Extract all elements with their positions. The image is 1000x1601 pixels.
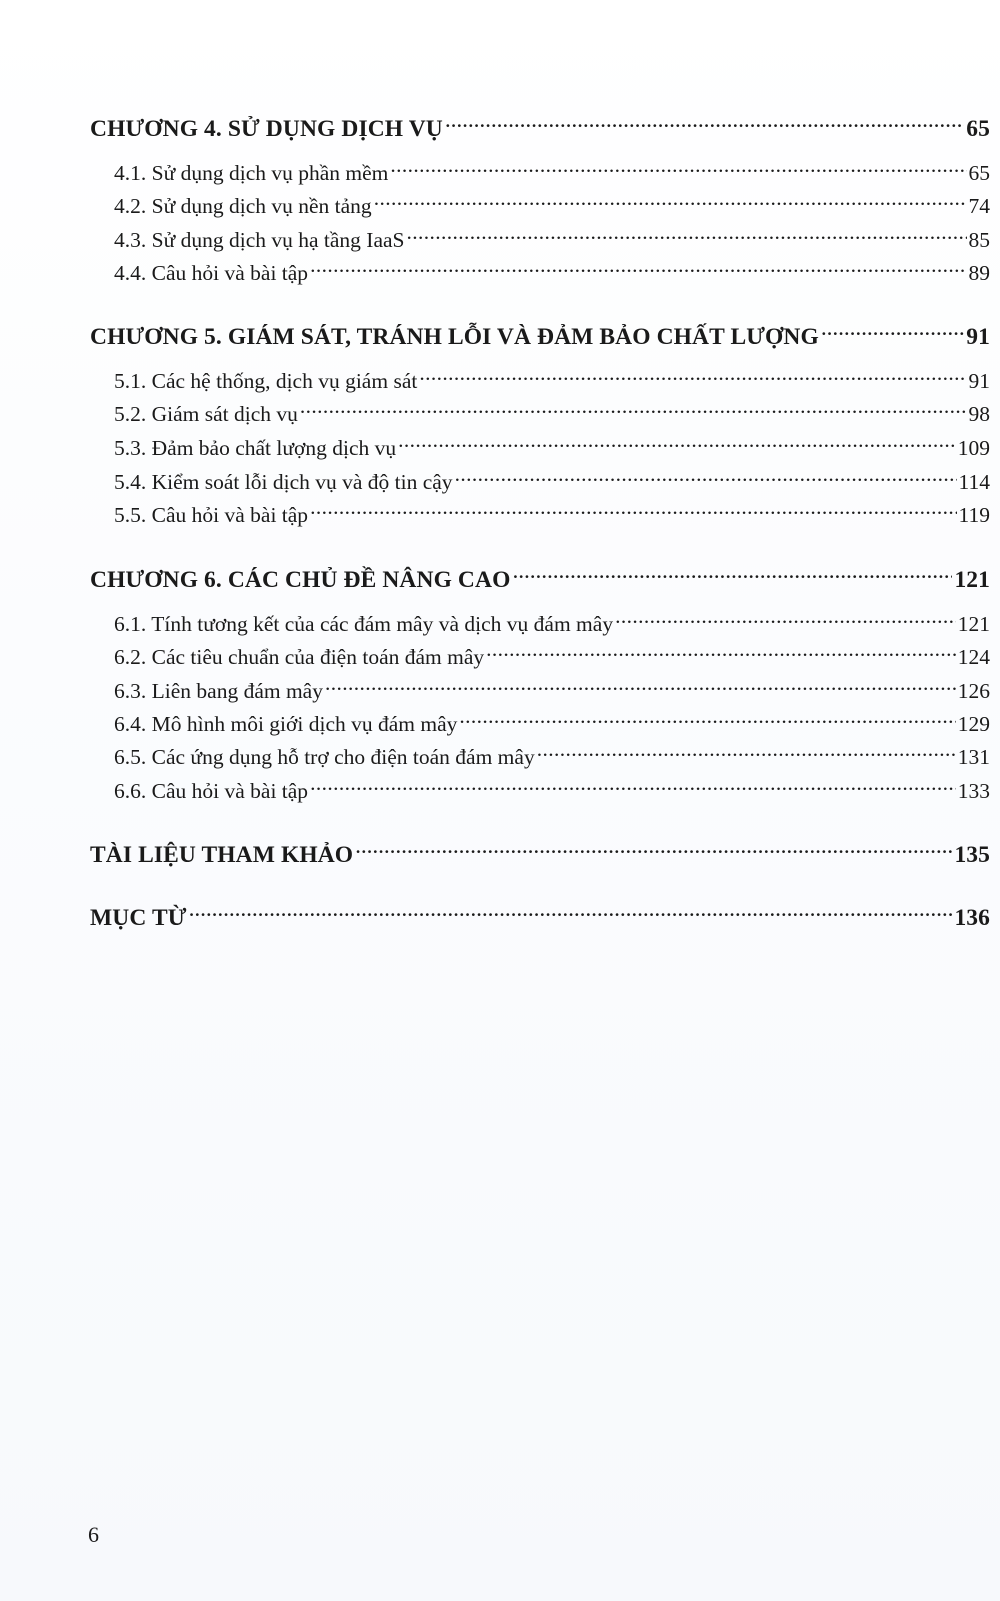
toc-entry-title: 4.4. Câu hỏi và bài tập	[114, 260, 309, 285]
dot-leader	[486, 642, 956, 664]
toc-section-6-1	[90, 609, 990, 637]
toc-entry-page: 129	[957, 711, 990, 736]
toc-section-5-4	[90, 467, 990, 495]
toc-entry-title: 5.5. Câu hỏi và bài tập	[114, 502, 309, 527]
toc-entry-page: 65	[968, 160, 990, 185]
toc-entry-page: 65	[966, 115, 990, 142]
dot-leader	[310, 258, 966, 280]
dot-leader	[310, 500, 956, 522]
toc-section-4-2	[90, 191, 990, 219]
toc-entry-title: 5.1. Các hệ thống, dịch vụ giám sát	[114, 368, 418, 393]
toc-entry-page: 91	[966, 323, 990, 350]
toc-section-6-2	[90, 642, 990, 670]
dot-leader	[419, 366, 966, 388]
dot-leader	[325, 676, 956, 698]
toc-entry-title: 4.2. Sử dụng dịch vụ nền tảng	[114, 193, 372, 218]
dot-leader	[374, 191, 967, 213]
toc-chapter-6	[90, 563, 990, 594]
dot-leader	[300, 399, 967, 421]
dot-leader	[455, 467, 957, 489]
toc-entry-title: 4.3. Sử dụng dịch vụ hạ tầng IaaS	[114, 227, 405, 252]
dot-leader	[310, 776, 956, 798]
dot-leader	[615, 609, 956, 631]
toc-entry-title: CHƯƠNG 6. CÁC CHỦ ĐỀ NÂNG CAO	[90, 566, 511, 593]
toc-entry-page: 119	[958, 502, 990, 527]
toc-chapter-5	[90, 320, 990, 351]
toc-entry-title: MỤC TỪ	[90, 904, 187, 931]
dot-leader	[459, 709, 955, 731]
dot-leader	[355, 838, 952, 862]
toc-section-6-6	[90, 776, 990, 804]
toc-entry-title: 6.2. Các tiêu chuẩn của điện toán đám mây	[114, 644, 485, 669]
toc-index	[90, 901, 990, 932]
toc-section-6-3	[90, 676, 990, 704]
toc-section-5-2	[90, 399, 990, 427]
toc-entry-page: 98	[968, 401, 990, 426]
toc-section-6-4	[90, 709, 990, 737]
toc-entry-page: 121	[957, 611, 990, 636]
dot-leader	[407, 225, 967, 247]
toc-entry-page: 85	[968, 227, 990, 252]
toc-entry-title: 5.2. Giám sát dịch vụ	[114, 401, 298, 426]
toc-entry-page: 131	[957, 744, 990, 769]
toc-entry-title: 4.1. Sử dụng dịch vụ phần mềm	[114, 160, 389, 185]
toc-entry-page: 135	[954, 841, 990, 868]
toc-entry-title: 6.5. Các ứng dụng hỗ trợ cho điện toán đám mây	[114, 744, 535, 769]
toc-section-4-4	[90, 258, 990, 286]
toc-entry-title: 6.4. Mô hình môi giới dịch vụ đám mây	[114, 711, 458, 736]
toc-entry-title: 5.4. Kiểm soát lỗi dịch vụ và độ tin cậy	[114, 469, 453, 494]
toc-chapter-4	[90, 112, 990, 143]
dot-leader	[821, 320, 964, 344]
toc-entry-page: 89	[968, 260, 990, 285]
toc-section-6-5	[90, 742, 990, 770]
toc-entry-page: 109	[957, 435, 990, 460]
page-number: 6	[88, 1522, 99, 1547]
dot-leader	[445, 112, 964, 136]
toc-entry-page: 74	[968, 193, 990, 218]
toc-entry-page: 121	[954, 566, 990, 593]
toc-section-4-3	[90, 225, 990, 253]
toc-entry-page: 126	[957, 678, 990, 703]
toc-entry-title: CHƯƠNG 5. GIÁM SÁT, TRÁNH LỖI VÀ ĐẢM BẢO CHẤT LƯỢNG	[90, 323, 819, 350]
toc-references	[90, 838, 990, 869]
toc-entry-page: 114	[958, 469, 990, 494]
toc-section-5-5	[90, 500, 990, 528]
toc-section-4-1	[90, 158, 990, 186]
toc-entry-title: 6.3. Liên bang đám mây	[114, 678, 323, 703]
toc-entry-title: TÀI LIỆU THAM KHẢO	[90, 841, 354, 868]
toc-entry-title: 6.6. Câu hỏi và bài tập	[114, 778, 309, 803]
toc-entry-page: 133	[957, 778, 990, 803]
toc-entry-page: 124	[957, 644, 990, 669]
dot-leader	[512, 563, 952, 587]
toc-entry-page: 91	[968, 368, 990, 393]
toc-entry-page: 136	[954, 904, 990, 931]
dot-leader	[390, 158, 966, 180]
dot-leader	[537, 742, 956, 764]
toc-section-5-1	[90, 366, 990, 394]
dot-leader	[398, 433, 956, 455]
toc-entry-title: 6.1. Tính tương kết của các đám mây và dịch vụ đám mây	[114, 611, 614, 636]
toc-section-5-3	[90, 433, 990, 461]
toc-entry-title: CHƯƠNG 4. SỬ DỤNG DỊCH VỤ	[90, 115, 443, 142]
toc-entry-title: 5.3. Đảm bảo chất lượng dịch vụ	[114, 435, 397, 460]
dot-leader	[189, 901, 953, 925]
